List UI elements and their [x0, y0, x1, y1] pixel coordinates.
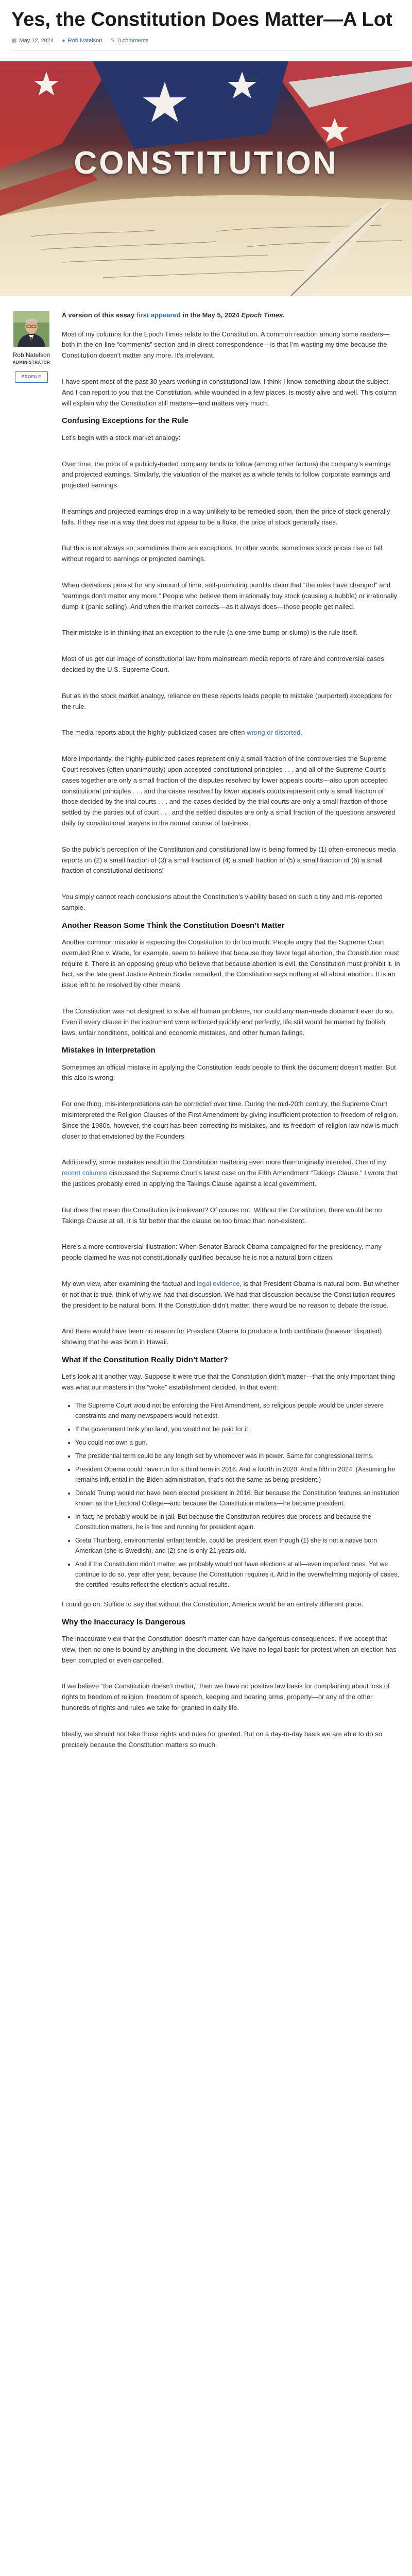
wrong-or-distorted-link[interactable]: wrong or distorted: [247, 728, 301, 737]
hero-image: [0, 61, 412, 296]
profile-button[interactable]: PROFILE: [15, 371, 48, 383]
paragraph-text: , is that President Obama is natural born. But whether or not that is true, think of why we had that discussion. We had that discussion because the Constitution requires the president to be natural born. If the Constitution didn’t matter, there would be no reason to debate the issue.: [62, 1280, 399, 1309]
calendar-icon: ▦: [11, 37, 17, 44]
paragraph: Another common mistake is expecting the Constitution to do too much. People angry that the Supreme Court overruled Roe v. Wade, for example, seem to believe that because they favor legal abortion, the Constitution must require it. There is an opposing group who believe that because abortion is evil, the Constitution must prohibit it. In fact, as the late great Justice Antonin Scalia remarked, the Constitution says nothing at all about abortion. It is an issue left to be resolved by other means.: [62, 938, 400, 989]
paragraph: [62, 727, 402, 738]
article-body: [62, 310, 402, 1757]
post-date: May 12, 2024: [19, 37, 54, 44]
paragraph: I could go on. Suffice to say that without the Constitution, America would be an entirely different place.: [62, 1600, 364, 1608]
legal-evidence-link[interactable]: legal evidence: [197, 1280, 240, 1288]
paragraph: Most of us get our image of constitutional law from mainstream media reports of rare and controversial cases decided by the U.S. Supreme Court.: [62, 655, 384, 674]
paragraph: When deviations persist for any amount of time, self-promoting pundits claim that “the rules have changed” and “earnings don’t matter any more.” People who believe them irrationally buy stock (causing a bubble) or irrationally dump it (panic selling). And when the market corrects—as it always does—those people get nailed.: [62, 581, 398, 611]
paragraph: Over time, the price of a publicly-traded company tends to follow (among other factors) the company’s earnings and projected earnings. Similarly, the valuation of the market as a whole tends to follow corporate earnings and projected earnings.: [62, 460, 391, 489]
author-box: [11, 310, 52, 1757]
list-item: • If the government took your land, you would not be paid for it.: [75, 1424, 402, 1434]
intro-text-c: .: [283, 311, 285, 319]
list-item: • You could not own a gun.: [75, 1437, 402, 1448]
intro-publication: Epoch Times: [241, 311, 283, 319]
paragraph: More importantly, the highly-publicized cases represent only a small fraction of the controversies the Supreme Court resolves (often unanimously) upon accepted constitutional principles . . . and all of the Supreme Court’s cases together are only a small fraction of the disputes resolved by lower appeals courts—also upon accepted constitutional principles . . . and the cases resolved by lower appeals courts represent only a small fraction of those decided by the trial courts . . . and the cases decided by the trial courts are only a small fraction of those settled by the parties out of court . . . and the settled disputes are only a small fraction of the questions answered daily by constitutional lawyers in the normal course of business.: [62, 755, 396, 827]
list-item: • The Supreme Court would not be enforcing the First Amendment, so religious people would be under severe constraints and many newspapers would not exist.: [75, 1400, 402, 1421]
intro-text-b: in the May 5, 2024: [180, 311, 242, 319]
intro-text-a: A version of this essay: [62, 311, 136, 319]
article-meta: [0, 35, 412, 45]
author-meta: [62, 37, 102, 45]
comment-icon: ✎: [110, 37, 115, 44]
paragraph: If earnings and projected earnings drop in a way unlikely to be remedied soon, then the price of stock generally falls. If they rise in a way that does not appear to be a fluke, the price of stock generally rises.: [62, 507, 390, 526]
author-link[interactable]: Rob Natelson: [67, 37, 102, 44]
paragraph: Most of my columns for the Epoch Times relate to the Constitution. A common reaction among some readers—both in the on-line “comments” section and in direct correspondence—is that I’m wasting my time because the Constitution doesn’t matter any more. It’s irrelevant.: [62, 330, 390, 360]
paragraph: The Constitution was not designed to solve all human problems, nor could any man-made document ever do so. Even if every clause in the instrument were enforced quickly and perfectly, life still would be marred by foolish laws, unfair conditions, political and economic mistakes, and other human failings.: [62, 1007, 394, 1037]
paragraph-text: My own view, after examining the factual and: [62, 1280, 197, 1288]
paragraph: So the public’s perception of the Constitution and constitutional law is being formed by (1) often-erroneous media reports on (2) a small fraction of (3) a small fraction of (4) a small fraction of (5) a small fraction of (6) a small fraction of constitutional decisions!: [62, 845, 396, 875]
section-heading: Another Reason Some Think the Constitution Doesn’t Matter: [62, 921, 285, 930]
paragraph: Let’s begin with a stock market analogy:: [62, 433, 181, 442]
paragraph: [62, 1279, 402, 1311]
intro-note: [62, 310, 402, 321]
list-item: • The presidential term could be any length set by whomever was in power. Same for congressional terms.: [75, 1451, 402, 1461]
content-area: [0, 296, 412, 1757]
paragraph: Here’s a more controversial illustration: When Senator Barack Obama campaigned for the presidency, many people claimed he was not constitutionally qualified because he is not a natural born citizen.: [62, 1243, 382, 1262]
list-item: • President Obama could have run for a third term in 2016. And a fourth in 2020. And a fifth in 2024. (Assuming he remains influential in the Biden administration, that’s not the same as being president.): [75, 1464, 402, 1485]
paragraph-text: discussed the Supreme Court’s latest case on the Fifth Amendment “Takings Clause.” I wrote that the justices probably erred in applying the Takings Clause against a local government.: [62, 1169, 398, 1188]
paragraph: Ideally, we should not take those rights and rules for granted. But on a day-to-day basis we are able to do so precisely because the Constitution matters so much.: [62, 1730, 382, 1749]
paragraph: For one thing, mis-interpretations can be corrected over time. During the mid-20th century, the Supreme Court misinterpreted the Religion Clauses of the First Amendment by giving insufficient protection to freedom of religion. Since the 1980s, however, the court has been correcting its mistakes, and its freedom-of-religion law now is much closer to that envisioned by the Founders.: [62, 1100, 399, 1140]
user-icon: ●: [62, 37, 65, 44]
comments-link[interactable]: 0 comments: [117, 37, 149, 44]
recent-columns-link[interactable]: recent columns: [62, 1169, 108, 1177]
author-photo: [13, 311, 49, 347]
consequence-list: [75, 1400, 402, 1590]
list-item: • Donald Trump would not have been elected president in 2016. But because the Constitution features an institution known as the Electoral College—and because the Constitution matters—he became president.: [75, 1488, 402, 1509]
paragraph: But this is not always so; sometimes there are exceptions. In other words, sometimes stock prices rise or fall without regard to earnings or projected earnings.: [62, 544, 383, 563]
section-heading: What If the Constitution Really Didn’t Matter?: [62, 1355, 228, 1365]
hero-heading: CONSTITUTION: [74, 145, 338, 181]
section-heading: Confusing Exceptions for the Rule: [62, 416, 188, 426]
paragraph: Their mistake is in thinking that an exception to the rule (a one-time bump or slump) is the rule itself.: [62, 629, 358, 637]
paragraph: But does that mean the Constitution is irrelevant? Of course not. Without the Constitution, there would be no Takings Clause at all. It is far better that the clause be too broad than non-existent.: [62, 1206, 382, 1225]
paragraph: I have spent most of the past 30 years working in constitutional law. I think I know something about the subject. And I can report to you that the Constitution, while wounded in a few places, is mostly alive and well. This column will explain why the Constitution still matters—and matters very much.: [62, 378, 397, 407]
paragraph-text: .: [300, 728, 302, 737]
paragraph: But as in the stock market analogy, reliance on these reports leads people to mistake (purported) exceptions for the rule.: [62, 691, 392, 710]
page-title: Yes, the Constitution Does Matter—A Lot: [11, 9, 392, 30]
paragraph: And there would have been no reason for President Obama to produce a birth certificate (however disputed) showing that he was born in Hawaii.: [62, 1327, 382, 1346]
paragraph: Let’s look at it another way. Suppose it were true that the Constitution didn’t matter—that the only important thing was what our masters in the “woke” establishment decided. In that event:: [62, 1372, 395, 1392]
section-heading: Mistakes in Interpretation: [62, 1046, 156, 1055]
list-item: • Greta Thunberg, environmental enfant terrible, could be president even though (1) she is not a native born American (she is Swedish), and (2) she is only 21 years old.: [75, 1535, 402, 1556]
date-meta: [11, 37, 54, 45]
paragraph-text: Additionally, some mistakes result in the Constitution mattering even more than originally intended. One of my: [62, 1158, 386, 1166]
paragraph-text: The media reports about the highly-publicized cases are often: [62, 728, 247, 737]
paragraph: [62, 1157, 402, 1189]
avatar: [13, 311, 49, 347]
first-appeared-link[interactable]: first appeared: [136, 311, 181, 319]
list-item: • And if the Constitution didn’t matter, we probably would not have elections at all—even imperfect ones. Yet we continue to do so, year after year, because the Constitution requires it. And in the overwhelming majority of cases, the certified results reflect the election’s actual results.: [75, 1559, 402, 1590]
author-name: Rob Natelson: [12, 351, 50, 359]
paragraph: Sometimes an official mistake in applying the Constitution leads people to think the document doesn’t matter. But this also is wrong.: [62, 1063, 396, 1082]
section-heading: Why the Inaccuracy Is Dangerous: [62, 1617, 186, 1626]
paragraph: The inaccurate view that the Constitution doesn’t matter can have dangerous consequences. If we accept that view, then no one is bound by anything in the document. We have no legal basis for protest when an election has been corrupted or even cancelled.: [62, 1634, 397, 1664]
meta-divider: [11, 50, 401, 51]
paragraph: If we believe “the Constitution doesn’t matter,” then we have no positive law basis for complaining about loss of rights to freedom of religion, freedom of speech, keeping and bearing arms, property—or any of the other hundreds of rights and rules we take for granted in daily life.: [62, 1682, 390, 1711]
paragraph: You simply cannot reach conclusions about the Constitution’s viability based on such a tiny and mis-reported sample.: [62, 893, 383, 912]
author-role: ADMINISTRATOR: [12, 360, 50, 365]
comments-meta: [110, 37, 148, 45]
list-item: • In fact, he probably would be in jail. But because the Constitution requires due process and because the Constitution matters, he is free and running for president again.: [75, 1512, 402, 1532]
